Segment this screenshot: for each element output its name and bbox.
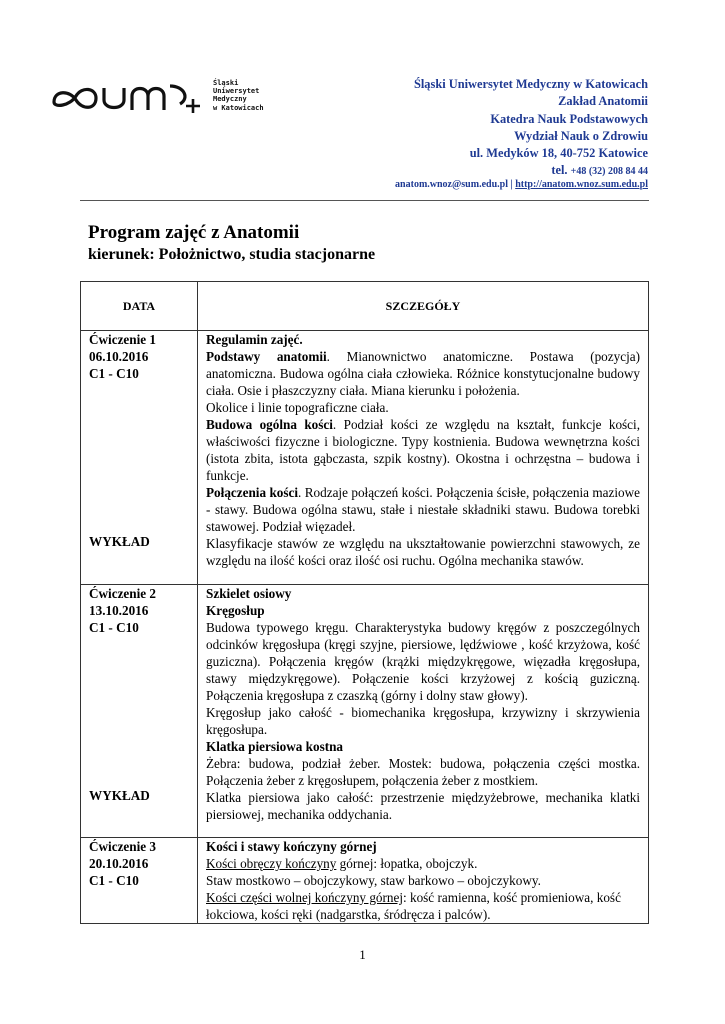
details-paragraph: Klatka piersiowa jako całość: przestrzenie międzyżebrowe, mechanika klatki piersiowej, mechanika oddychania. [206, 790, 640, 822]
date-cell [81, 585, 198, 838]
lecture-label: WYKŁAD [89, 534, 150, 549]
details-paragraph: Kręgosłup jako całość - biomechanika kręgosłupa, krzywizny i skrzywienia kręgosłupa. [206, 705, 640, 737]
address: ul. Medyków 18, 40-752 Katowice [469, 146, 648, 161]
details-heading: Kości i stawy kończyny górnej [206, 839, 377, 854]
details-paragraph: Kości obręczy kończyny górnej: łopatka, obojczyk. [206, 856, 478, 871]
exercise-groups: C1 - C10 [89, 620, 139, 635]
details-heading: Regulamin zajęć. [206, 332, 303, 347]
sum-logo-icon [52, 80, 202, 116]
table-row [81, 331, 649, 585]
exercise-label: Ćwiczenie 1 [89, 332, 157, 347]
institution-name: Śląski Uniwersytet Medyczny w Katowicach [413, 77, 648, 91]
details-paragraph: Budowa typowego kręgu. Charakterystyka budowy kręgów z poszczególnych odcinków kręgosłupa (kręgi szyjne, piersiowe, lędźwiowe , kość krzyżowa, kość guziczna). Połączenia kręgów (krążki międzykręgowe, więzadła kręgosłupa, stawy międzykręgowe). Połączenie kości krzyżowej z kością guziczną. Połączenia kręgosłupa z czaszką (górny i dolny staw głowy). [206, 620, 640, 703]
header-divider [80, 200, 649, 201]
date-cell [81, 838, 198, 924]
logo-text: Śląski Uniwersytet Medyczny w Katowicach [213, 79, 264, 112]
department-name: Zakład Anatomii [558, 94, 648, 109]
chair-name: Katedra Nauk Podstawowych [490, 111, 648, 126]
exercise-groups: C1 - C10 [89, 873, 139, 888]
phone-label: tel. [551, 163, 568, 178]
details-heading: Klatka piersiowa kostna [206, 739, 344, 754]
table-header-row [81, 282, 649, 331]
details-cell [198, 585, 649, 838]
page-number: 1 [359, 947, 366, 962]
institution-block [414, 76, 648, 181]
exercise-date: 20.10.2016 [89, 856, 149, 871]
exercise-date: 06.10.2016 [89, 349, 149, 364]
details-heading: Kręgosłup [206, 603, 265, 618]
details-paragraph: Staw mostkowo – obojczykowy, staw barkowo – obojczykowy. [206, 873, 541, 888]
contact-line [395, 178, 648, 192]
header-data: DATA [81, 282, 198, 331]
details-heading: Szkielet osiowy [206, 586, 292, 601]
details-paragraph: Okolice i linie topograficzne ciała. [206, 400, 389, 415]
phone-value: +48 (32) 208 84 44 [570, 166, 648, 178]
lecture-label: WYKŁAD [89, 788, 150, 803]
email-link[interactable]: anatom.wnoz@sum.edu.pl [395, 179, 508, 190]
details-paragraph: Żebra: budowa, podział żeber. Mostek: budowa, połączenia części mostka. Połączenia żeber z kręgosłupem, połączenia żeber z mostkiem. [206, 756, 640, 788]
website-link[interactable]: http://anatom.wnoz.sum.edu.pl [515, 179, 648, 190]
sum-logo [52, 76, 277, 120]
details-paragraph: Podstawy anatomii. Mianownictwo anatomiczne. Postawa (pozycja) anatomiczna. Budowa ogólna ciała człowieka. Różnice konstytucjonalne budowy ciała. Osie i płaszczyzny ciała. Miana kierunku i położenia. [206, 349, 640, 398]
exercise-date: 13.10.2016 [89, 603, 149, 618]
table-row [81, 585, 649, 838]
faculty-name: Wydział Nauk o Zdrowiu [514, 128, 648, 143]
exercise-groups: C1 - C10 [89, 366, 139, 381]
exercise-label: Ćwiczenie 2 [89, 586, 157, 601]
exercise-label: Ćwiczenie 3 [89, 839, 157, 854]
details-cell [198, 838, 649, 924]
details-paragraph: Budowa ogólna kości. Podział kości ze względu na kształt, funkcje kości, właściwości fizyczne i biologiczne. Typy kostnienia. Budowa wewnętrzna kości (istota zbita, istota gąbczasta, szpik kostny). Okostna i ochrzęstna – budowa i funkcje. [206, 417, 640, 483]
separator: | [507, 179, 516, 190]
header-details: SZCZEGÓŁY [198, 282, 649, 331]
schedule-table [80, 281, 649, 924]
details-paragraph: Kości części wolnej kończyny górnej: kość ramienna, kość promieniowa, kość łokciowa, kości ręki (nadgarstka, śródręcza i palców). [206, 890, 621, 922]
page-title: Program zajęć z Anatomii [88, 222, 300, 243]
details-paragraph: Połączenia kości. Rodzaje połączeń kości. Połączenia ścisłe, połączenia maziowe - stawy. Budowa ogólna stawu, stałe i niestałe składniki stawu. Budowa torebki stawowej. Podział więzadeł. [206, 485, 641, 534]
date-cell [81, 331, 198, 585]
table-row [81, 838, 649, 924]
page-subtitle: kierunek: Położnictwo, studia stacjonarne [88, 246, 376, 263]
details-cell [198, 331, 649, 585]
details-paragraph: Klasyfikacje stawów ze względu na ukształtowanie powierzchni stawowych, ze względu na ilość kości oraz ilość osi ruchu. Ogólna mechanika stawów. [206, 536, 640, 568]
